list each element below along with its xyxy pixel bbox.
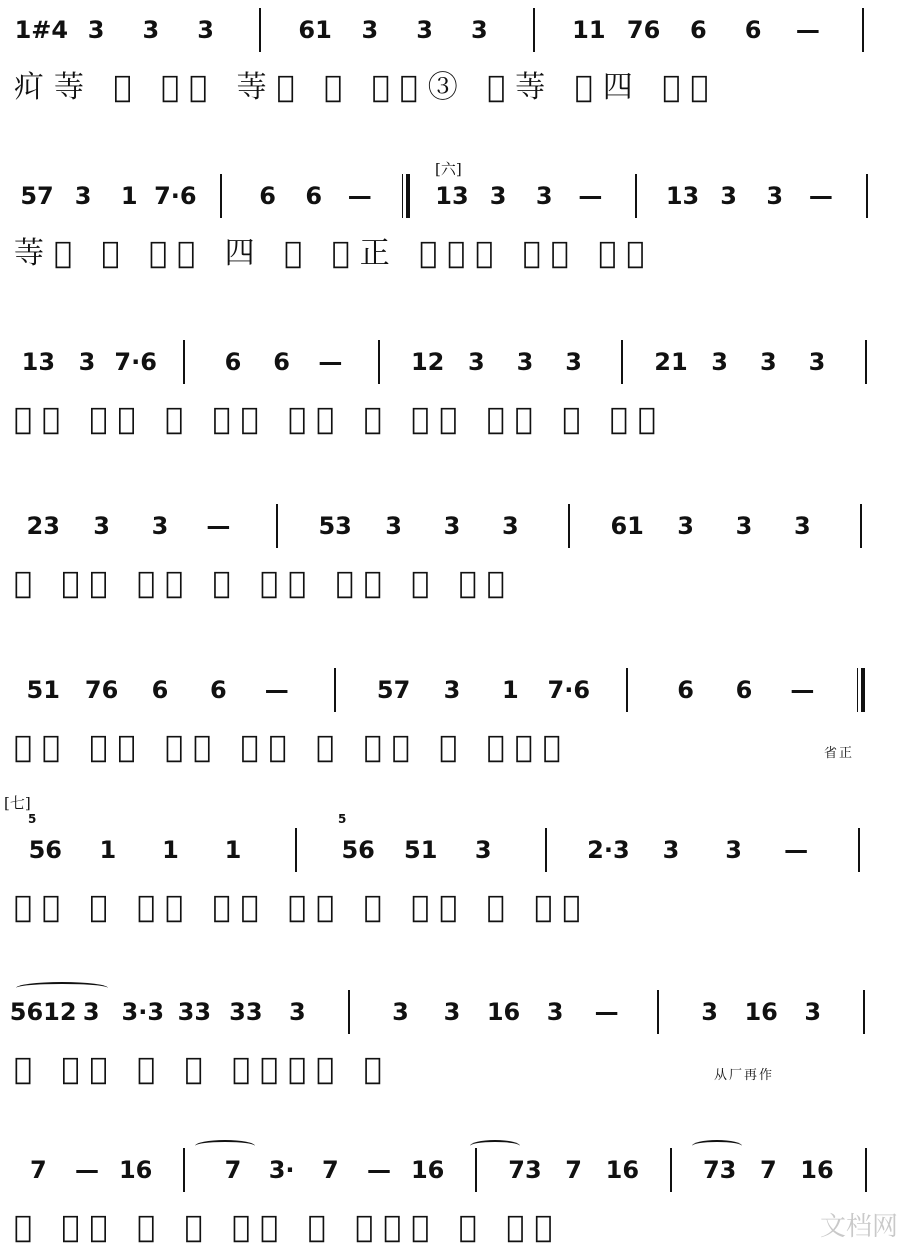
note-group: 7: [29, 1156, 47, 1184]
sustain-dash: —: [75, 1156, 99, 1184]
tablature-annotation: 从厂再作: [714, 1068, 775, 1083]
note-group: 3: [794, 512, 811, 540]
barline: [259, 8, 261, 52]
note-group: 3: [516, 348, 534, 376]
note-group: 3: [467, 348, 485, 376]
notation-row: [14, 496, 894, 556]
note-group: 3: [443, 676, 461, 704]
tablature-row: 𢀳 乙五 𢀳 𢀳 𢀳④𠀊𢀳 𢀳: [14, 1052, 392, 1087]
tablature-annotation: 省正: [824, 746, 855, 761]
barline: [295, 828, 297, 872]
sustain-dash: —: [808, 182, 833, 210]
note-group: 3: [443, 512, 461, 540]
note-group: 16: [800, 1156, 834, 1184]
note-group: 6: [735, 676, 753, 704]
note-group: 3: [289, 998, 306, 1026]
note-group: 3: [766, 182, 784, 210]
barline: [533, 8, 535, 52]
note-group: 61: [298, 16, 332, 44]
note-group: 3: [416, 16, 433, 44]
tablature-row: 𢀳二 𢀳 𠀊𢀳 𢀳二 𠀊𢀳 𢀳 𠀊𢀳 𢀳 𠀊𢀳: [14, 890, 591, 925]
note-group: 1: [162, 836, 179, 864]
tablature-row: 𢀳 𠀊𢀳 𢀳 𢀳 𠀊𢀳 𢀳 七二作 𢀳 𠀊𢀳: [14, 1210, 563, 1245]
tablature-row: 𢀳𠀊 𠀊𢀳 四 𠀊𢀳 𢀳四 𢀳 𠀊𢀳 𠀊𢀳 𢀳 𠀊𢀳: [14, 402, 666, 437]
double-barline: [857, 668, 865, 712]
note-group: 1: [224, 836, 242, 864]
note-group: 7·6: [547, 676, 591, 704]
barline: [334, 668, 336, 712]
note-group: 3: [142, 16, 160, 44]
grace-note: 5: [28, 812, 37, 826]
note-group: 3: [151, 512, 169, 540]
barline: [866, 174, 868, 218]
barline: [220, 174, 222, 218]
note-group: 51: [26, 676, 60, 704]
barline: [568, 504, 570, 548]
barline: [545, 828, 547, 872]
sustain-dash: —: [347, 182, 372, 210]
note-group: 3: [725, 836, 742, 864]
note-group: 3: [392, 998, 409, 1026]
note-group: 3: [474, 836, 492, 864]
note-group: 13: [665, 182, 700, 210]
note-group: 73: [702, 1156, 737, 1184]
note-group: 3: [808, 348, 826, 376]
barline: [863, 990, 865, 1034]
note-group: 2·3: [587, 836, 630, 864]
note-group: 33: [177, 998, 212, 1026]
note-group: 3: [720, 182, 737, 210]
note-group: 76: [626, 16, 661, 44]
barline: [378, 340, 380, 384]
note-group: 6: [677, 676, 694, 704]
sustain-dash: —: [578, 182, 603, 210]
note-group: 3: [385, 512, 402, 540]
note-group: 6: [690, 16, 707, 44]
barline: [183, 340, 185, 384]
note-group: 1#4: [14, 16, 69, 44]
watermark-logo: 文档网: [819, 1212, 898, 1242]
note-group: 6: [224, 348, 242, 376]
note-group: 3: [662, 836, 680, 864]
sustain-dash: —: [367, 1156, 391, 1184]
tablature-row: 㽱䓁 𢀳 𠀊𢀳 䓁𠀊 𢀳 𠀊𢀳③ 𠀊䓁 𢀳四 𠀊𢀳: [14, 70, 719, 105]
note-group: 1: [502, 676, 519, 704]
note-group: 7: [224, 1156, 242, 1184]
barline: [865, 1148, 867, 1192]
note-group: 3: [701, 998, 718, 1026]
note-group: 1: [99, 836, 117, 864]
barline: [183, 1148, 185, 1192]
barline: [858, 828, 860, 872]
note-group: 11: [572, 16, 606, 44]
note-group: 7: [565, 1156, 582, 1184]
note-group: 3: [502, 512, 519, 540]
note-group: 6: [210, 676, 227, 704]
note-group: 53: [318, 512, 352, 540]
note-group: 3: [565, 348, 582, 376]
note-group: 21: [654, 348, 688, 376]
section-marker-6: [六]: [435, 160, 462, 178]
note-group: 3: [93, 512, 110, 540]
note-group: 6: [305, 182, 323, 210]
note-group: 51: [404, 836, 438, 864]
note-group: 23: [26, 512, 60, 540]
note-group: 3: [759, 348, 777, 376]
note-group: 6: [151, 676, 169, 704]
note-group: 3·: [268, 1156, 295, 1184]
note-group: 16: [410, 1156, 445, 1184]
sustain-dash: —: [795, 16, 820, 44]
note-group: 16: [744, 998, 778, 1026]
note-group: 3: [78, 348, 96, 376]
note-group: 16: [486, 998, 521, 1026]
sustain-dash: —: [790, 676, 815, 704]
sustain-dash: —: [206, 512, 231, 540]
section-marker-7: [七]: [4, 794, 31, 812]
barline: [860, 504, 862, 548]
note-group: 3: [471, 16, 488, 44]
double-barline: [402, 174, 410, 218]
notation-row: [9, 982, 894, 1042]
note-group: 73: [508, 1156, 542, 1184]
note-group: 1: [120, 182, 138, 210]
sustain-dash: —: [264, 676, 289, 704]
note-group: 7: [759, 1156, 777, 1184]
note-group: 3: [87, 16, 105, 44]
note-group: 33: [229, 998, 263, 1026]
note-group: 3: [197, 16, 214, 44]
notation-row: [14, 0, 894, 60]
tablature-row: 𢀳 𠀊𢀳 𢀳𠀊 𢀳 𠀊𢀳 𠀊𢀳 𢀳 𠀊𢀳: [14, 566, 515, 601]
grace-note: 5: [338, 812, 347, 826]
note-group: 7·6: [114, 348, 157, 376]
note-group: 16: [605, 1156, 640, 1184]
note-group: 6: [744, 16, 762, 44]
barline: [862, 8, 864, 52]
note-group: 13: [21, 348, 56, 376]
note-group: 6: [259, 182, 276, 210]
note-group: 3: [74, 182, 92, 210]
note-group: 3: [546, 998, 564, 1026]
note-group: 57: [20, 182, 54, 210]
note-group: 3·3: [121, 998, 165, 1026]
note-group: 7: [321, 1156, 339, 1184]
notation-row: [14, 660, 894, 720]
barline: [865, 340, 867, 384]
tablature-row: 䓁𢀳 𢀳 𠀊𢀳 四 𠀊 𢀳正 𢀳𠀊𢀳 𠀊𢀳 𠀊𢀳: [14, 236, 655, 271]
note-group: 3: [443, 998, 461, 1026]
note-group: 3: [489, 182, 507, 210]
barline: [276, 504, 278, 548]
note-group: 3: [361, 16, 379, 44]
note-group: 76: [84, 676, 119, 704]
barline: [657, 990, 659, 1034]
barline: [621, 340, 623, 384]
barline: [348, 990, 350, 1034]
note-group: 16: [118, 1156, 153, 1184]
tablature-row: 𠀊𢀳 𢀳四 𠀊𢀳 𠀊𢀳 𢀳 𠀊𢀳 四 𠀊𢀳四: [14, 730, 571, 765]
notation-row: [14, 1140, 894, 1200]
note-group: 3: [735, 512, 753, 540]
note-group: 61: [610, 512, 644, 540]
note-group: 3: [535, 182, 553, 210]
barline: [475, 1148, 477, 1192]
sustain-dash: —: [784, 836, 809, 864]
notation-row: [14, 332, 894, 392]
note-group: 6: [273, 348, 290, 376]
notation-row: [14, 166, 894, 226]
notation-row: [14, 820, 894, 880]
sustain-dash: —: [318, 348, 343, 376]
note-group: 3: [711, 348, 728, 376]
note-group: 3: [677, 512, 694, 540]
note-group: 7·6: [154, 182, 197, 210]
sustain-dash: —: [594, 998, 619, 1026]
note-group: 56: [28, 836, 62, 864]
barline: [670, 1148, 672, 1192]
note-group: 56: [341, 836, 375, 864]
note-group: 12: [410, 348, 445, 376]
note-group: 13: [435, 182, 469, 210]
note-group: 3: [804, 998, 822, 1026]
note-group: 57: [376, 676, 411, 704]
barline: [635, 174, 637, 218]
barline: [626, 668, 628, 712]
note-group: 5612: [9, 998, 77, 1026]
note-group: 3: [82, 998, 100, 1026]
